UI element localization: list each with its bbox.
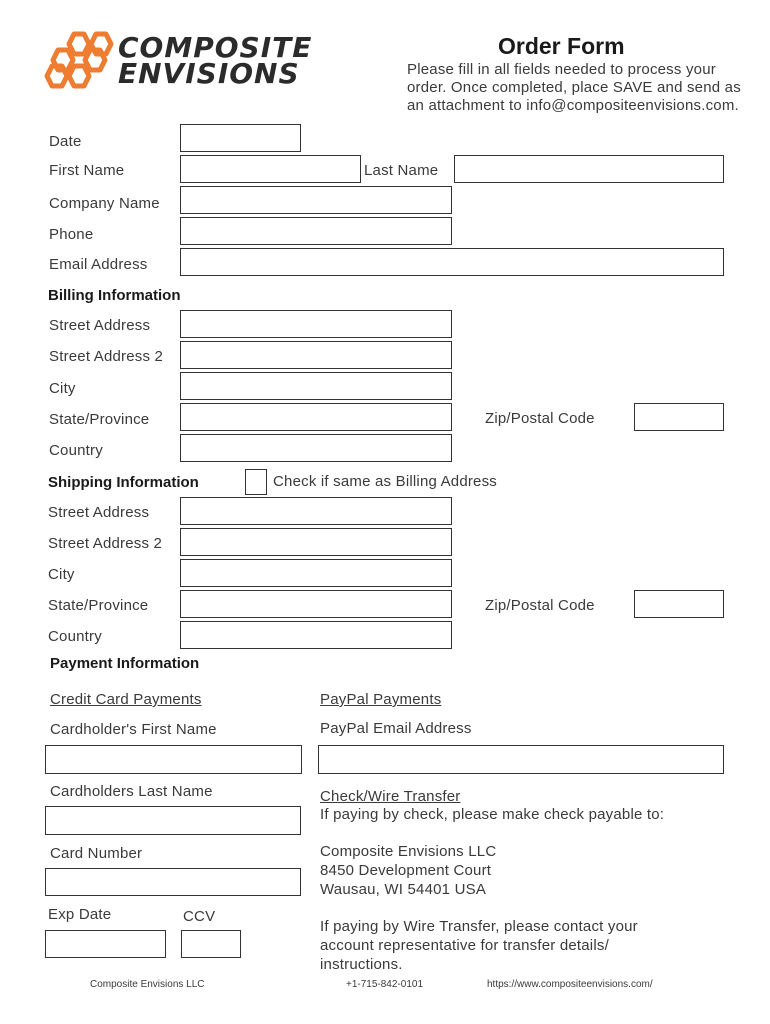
wire-line-1: If paying by Wire Transfer, please contact your bbox=[320, 918, 638, 935]
email-address-input[interactable] bbox=[180, 248, 724, 276]
footer-website[interactable]: https://www.compositeenvisions.com/ bbox=[487, 979, 653, 990]
billing-street-label: Street Address bbox=[49, 317, 151, 334]
shipping-heading: Shipping Information bbox=[48, 474, 199, 491]
payee-address bbox=[320, 842, 496, 899]
form-instructions: Please fill in all fields needed to process your order. Once completed, place SAVE and send as an attachment to info@compositeenvisions.com. bbox=[407, 61, 741, 114]
exp-date-input[interactable] bbox=[45, 930, 166, 958]
shipping-street-input[interactable] bbox=[180, 497, 452, 525]
shipping-street-label: Street Address bbox=[48, 504, 150, 521]
billing-zip-input[interactable] bbox=[634, 403, 724, 431]
company-logo bbox=[44, 26, 334, 96]
footer-phone: +1-715-842-0101 bbox=[346, 979, 424, 990]
card-number-label: Card Number bbox=[50, 845, 143, 862]
phone-label: Phone bbox=[49, 226, 94, 243]
billing-country-label: Country bbox=[49, 442, 103, 459]
billing-street2-label: Street Address 2 bbox=[49, 348, 164, 365]
billing-street-input[interactable] bbox=[180, 310, 452, 338]
company-name-input[interactable] bbox=[180, 186, 452, 214]
date-label: Date bbox=[49, 133, 82, 150]
payment-heading: Payment Information bbox=[50, 655, 200, 672]
shipping-city-label: City bbox=[48, 566, 75, 583]
phone-input[interactable] bbox=[180, 217, 452, 245]
ccv-input[interactable] bbox=[181, 930, 241, 958]
cardholder-last-name-label: Cardholders Last Name bbox=[50, 783, 213, 800]
shipping-street2-label: Street Address 2 bbox=[48, 535, 163, 552]
same-as-billing-checkbox[interactable] bbox=[245, 469, 267, 495]
shipping-street2-input[interactable] bbox=[180, 528, 452, 556]
page-title: Order Form bbox=[498, 33, 625, 59]
last-name-label: Last Name bbox=[364, 162, 439, 179]
check-instructions: If paying by check, please make check payable to: bbox=[320, 806, 665, 823]
date-input[interactable] bbox=[180, 124, 301, 152]
credit-card-heading: Credit Card Payments bbox=[50, 691, 202, 708]
company-name-label: Company Name bbox=[49, 195, 160, 212]
card-number-input[interactable] bbox=[45, 868, 301, 896]
first-name-label: First Name bbox=[49, 162, 125, 179]
shipping-zip-label: Zip/Postal Code bbox=[485, 597, 595, 614]
shipping-city-input[interactable] bbox=[180, 559, 452, 587]
billing-country-input[interactable] bbox=[180, 434, 452, 462]
hexagon-logo-icon bbox=[44, 26, 114, 96]
email-address-label: Email Address bbox=[49, 256, 148, 273]
billing-zip-label: Zip/Postal Code bbox=[485, 410, 595, 427]
logo-text-line1: COMPOSITE bbox=[118, 31, 313, 64]
billing-street2-input[interactable] bbox=[180, 341, 452, 369]
footer-company: Composite Envisions LLC bbox=[90, 979, 205, 990]
payee-city: Wausau, WI 54401 USA bbox=[320, 881, 487, 898]
wire-transfer-instructions bbox=[320, 917, 638, 974]
paypal-heading: PayPal Payments bbox=[320, 691, 442, 708]
shipping-zip-input[interactable] bbox=[634, 590, 724, 618]
paypal-email-input[interactable] bbox=[318, 745, 724, 774]
logo-text-line2: ENVISIONS bbox=[118, 57, 300, 90]
ccv-label: CCV bbox=[183, 908, 216, 925]
payee-name: Composite Envisions LLC bbox=[320, 843, 497, 860]
first-name-input[interactable] bbox=[180, 155, 361, 183]
payee-street: 8450 Development Court bbox=[320, 862, 492, 879]
check-wire-heading: Check/Wire Transfer bbox=[320, 788, 461, 805]
cardholder-last-name-input[interactable] bbox=[45, 806, 301, 835]
exp-date-label: Exp Date bbox=[48, 906, 112, 923]
billing-city-input[interactable] bbox=[180, 372, 452, 400]
billing-state-label: State/Province bbox=[49, 411, 150, 428]
same-as-billing-label: Check if same as Billing Address bbox=[273, 473, 497, 490]
cardholder-first-name-label: Cardholder's First Name bbox=[50, 721, 217, 738]
wire-line-2: account representative for transfer details/ bbox=[320, 937, 609, 954]
shipping-country-label: Country bbox=[48, 628, 102, 645]
last-name-input[interactable] bbox=[454, 155, 724, 183]
wire-line-3: instructions. bbox=[320, 956, 403, 973]
shipping-state-label: State/Province bbox=[48, 597, 149, 614]
billing-state-input[interactable] bbox=[180, 403, 452, 431]
shipping-state-input[interactable] bbox=[180, 590, 452, 618]
paypal-email-label: PayPal Email Address bbox=[320, 720, 472, 737]
cardholder-first-name-input[interactable] bbox=[45, 745, 302, 774]
billing-city-label: City bbox=[49, 380, 76, 397]
billing-heading: Billing Information bbox=[48, 287, 181, 304]
shipping-country-input[interactable] bbox=[180, 621, 452, 649]
